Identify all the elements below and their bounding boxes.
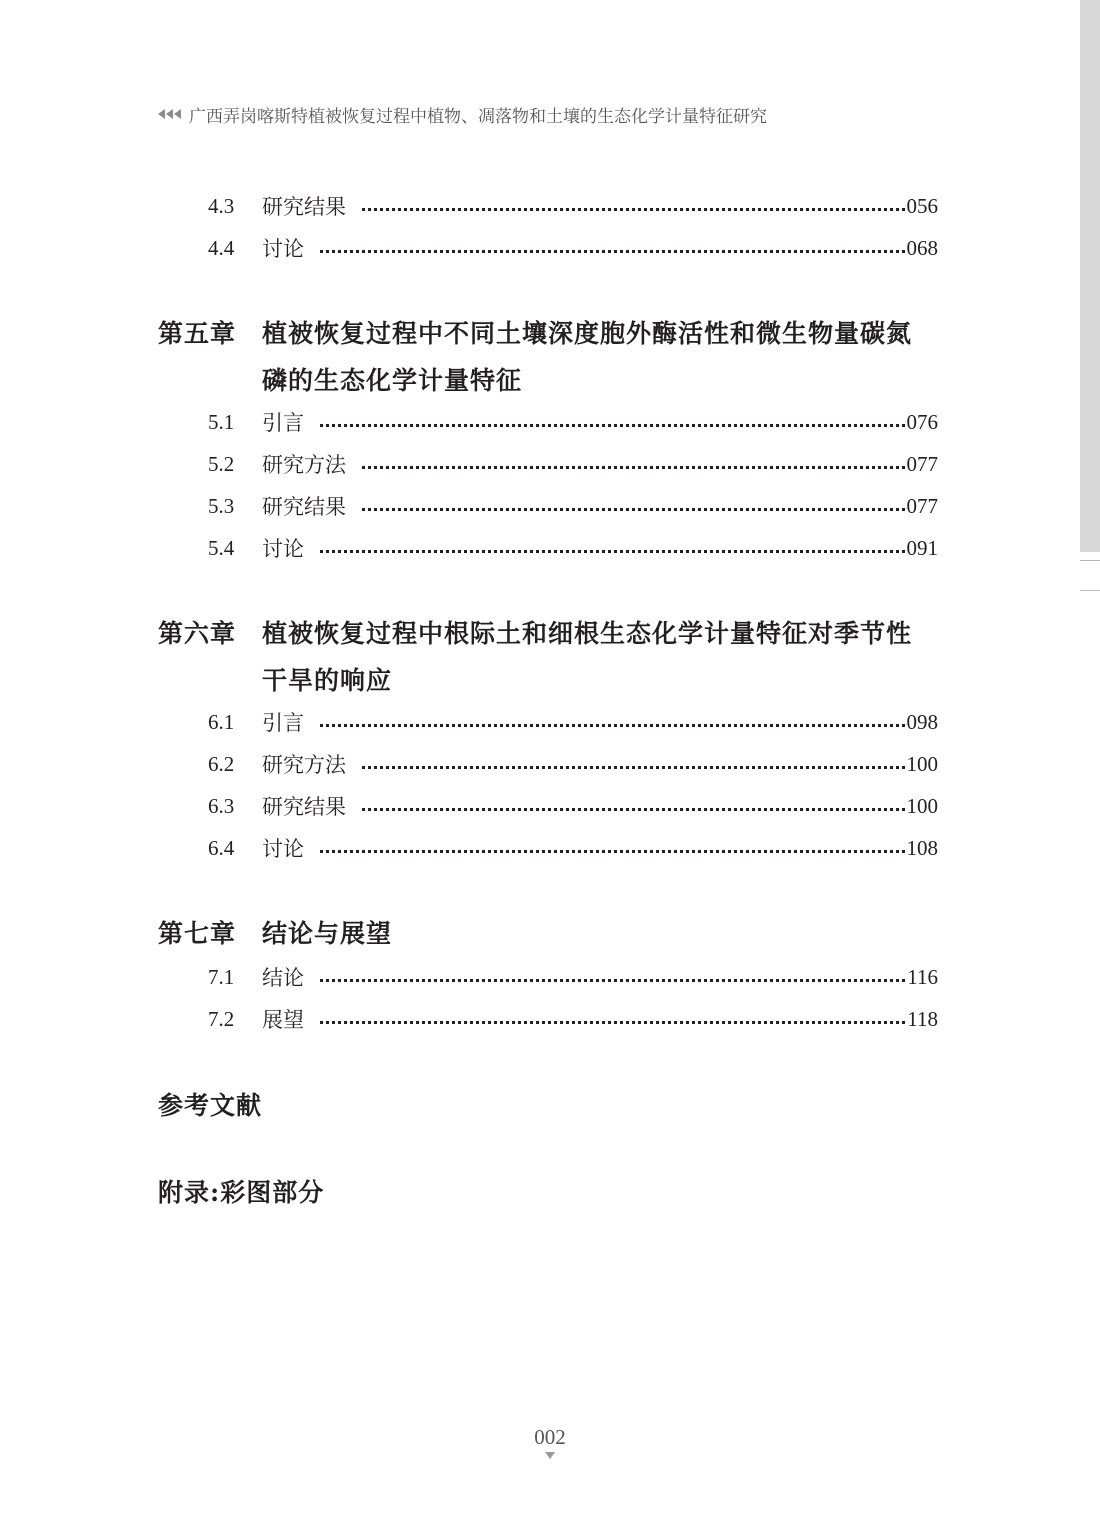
section-page: 118 xyxy=(907,1006,938,1031)
chapter-title-line: 结论与展望 xyxy=(262,919,393,948)
section-title: 展望 xyxy=(262,1008,304,1032)
dot-leader xyxy=(320,1021,905,1024)
section-number: 5.1 xyxy=(208,409,235,434)
section-title: 研究结果 xyxy=(262,495,346,519)
dot-leader xyxy=(320,250,905,253)
dot-leader xyxy=(320,424,905,427)
section-number: 7.1 xyxy=(208,964,235,989)
toc-entry xyxy=(208,707,938,737)
chapter-label: 第五章 xyxy=(158,319,237,348)
section-title: 讨论 xyxy=(262,537,304,561)
section-number: 5.4 xyxy=(208,535,235,560)
appendix-heading: 附录:彩图部分 xyxy=(158,1178,325,1207)
chapter-label: 第七章 xyxy=(158,919,237,948)
section-page: 100 xyxy=(906,751,938,776)
page-edge-rule xyxy=(1080,560,1100,561)
section-number: 6.4 xyxy=(208,835,235,860)
page-number: 002 xyxy=(534,1425,566,1449)
section-title: 讨论 xyxy=(262,837,304,861)
section-page: 076 xyxy=(906,409,938,434)
toc-entry xyxy=(208,491,938,521)
toc-entry xyxy=(208,449,938,479)
section-title: 引言 xyxy=(262,411,304,435)
references-heading: 参考文献 xyxy=(158,1091,263,1120)
dot-leader xyxy=(320,979,905,982)
section-number: 4.4 xyxy=(208,235,235,260)
dot-leader xyxy=(362,466,905,469)
section-page: 116 xyxy=(907,964,938,989)
section-title: 研究结果 xyxy=(262,195,346,219)
section-page: 098 xyxy=(906,709,938,734)
section-number: 7.2 xyxy=(208,1006,235,1031)
section-page: 056 xyxy=(906,193,938,218)
toc-entry xyxy=(208,791,938,821)
section-number: 6.1 xyxy=(208,709,235,734)
section-number: 6.3 xyxy=(208,793,235,818)
section-number: 5.3 xyxy=(208,493,235,518)
section-title: 研究方法 xyxy=(262,453,346,477)
toc-entry xyxy=(208,533,938,563)
section-title: 研究方法 xyxy=(262,753,346,777)
dot-leader xyxy=(320,550,905,553)
page-edge-rule xyxy=(1080,590,1100,591)
section-title: 结论 xyxy=(262,966,304,990)
book-title: 广西弄岗喀斯特植被恢复过程中植物、凋落物和土壤的生态化学计量特征研究 xyxy=(189,106,767,127)
chapter-title-line: 植被恢复过程中根际土和细根生态化学计量特征对季节性 xyxy=(262,619,913,648)
triple-left-arrow-icon xyxy=(158,109,181,119)
toc-entry xyxy=(208,233,938,263)
toc-entry xyxy=(208,833,938,863)
section-page: 077 xyxy=(906,493,938,518)
section-page: 091 xyxy=(906,535,938,560)
dot-leader xyxy=(362,208,905,211)
chapter-title-line: 植被恢复过程中不同土壤深度胞外酶活性和微生物量碳氮 xyxy=(262,319,913,348)
dot-leader xyxy=(362,766,905,769)
section-page: 068 xyxy=(906,235,938,260)
section-page: 100 xyxy=(906,793,938,818)
section-number: 4.3 xyxy=(208,193,235,218)
toc-entry xyxy=(208,749,938,779)
toc-entry xyxy=(208,191,938,221)
dot-leader xyxy=(362,808,905,811)
toc-entry xyxy=(208,1004,938,1034)
dot-leader xyxy=(320,850,905,853)
section-title: 研究结果 xyxy=(262,795,346,819)
chapter-title-line: 干旱的响应 xyxy=(262,666,393,695)
chapter-label: 第六章 xyxy=(158,619,237,648)
toc-entry xyxy=(208,962,938,992)
page-marker-icon xyxy=(545,1452,555,1459)
section-page: 108 xyxy=(906,835,938,860)
section-title: 讨论 xyxy=(262,237,304,261)
section-number: 6.2 xyxy=(208,751,235,776)
dot-leader xyxy=(320,724,905,727)
running-header xyxy=(158,100,767,128)
chapter-title-line: 磷的生态化学计量特征 xyxy=(262,366,523,395)
dot-leader xyxy=(362,508,905,511)
section-title: 引言 xyxy=(262,711,304,735)
page-edge-tab xyxy=(1080,0,1100,552)
toc-entry xyxy=(208,407,938,437)
section-number: 5.2 xyxy=(208,451,235,476)
section-page: 077 xyxy=(906,451,938,476)
